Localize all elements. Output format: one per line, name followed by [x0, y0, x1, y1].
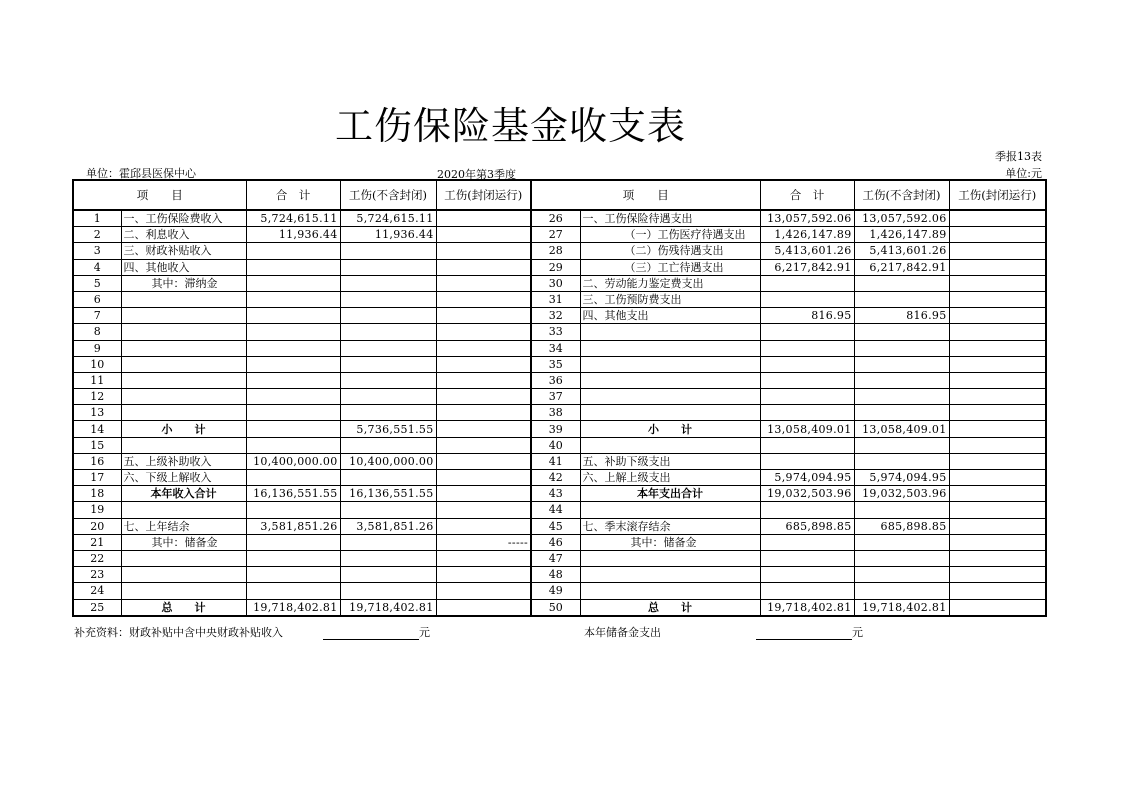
- header-item-right: 项 目: [531, 180, 760, 210]
- total-right: [760, 437, 854, 453]
- footer-left: [74, 624, 430, 640]
- table-row: [73, 227, 1046, 243]
- item-right: 六、上解上级支出: [580, 470, 760, 486]
- footer-left-blank: [323, 628, 419, 640]
- table-row: [73, 308, 1046, 324]
- item-right: [580, 324, 760, 340]
- col-b-right: [949, 372, 1046, 388]
- total-left: [246, 291, 340, 307]
- table-row: [73, 324, 1046, 340]
- row-number-left: 10: [73, 356, 121, 372]
- row-number-right: 44: [531, 502, 580, 518]
- total-right: 19,718,402.81: [760, 599, 854, 616]
- col-a-right: 13,058,409.01: [854, 421, 949, 437]
- col-b-right: [949, 210, 1046, 227]
- total-right: [760, 534, 854, 550]
- row-number-right: 43: [531, 486, 580, 502]
- table-row: [73, 372, 1046, 388]
- col-a-left: [340, 243, 436, 259]
- col-a-left: [340, 470, 436, 486]
- col-a-right: 685,898.85: [854, 518, 949, 534]
- total-left: [246, 550, 340, 566]
- footer-right-unit: 元: [852, 626, 863, 639]
- item-right: （三）工亡待遇支出: [580, 259, 760, 275]
- total-right: 685,898.85: [760, 518, 854, 534]
- row-number-right: 34: [531, 340, 580, 356]
- table-row: [73, 243, 1046, 259]
- table-row: [73, 534, 1046, 550]
- row-number-left: 6: [73, 291, 121, 307]
- col-b-right: [949, 340, 1046, 356]
- header-col-b-right: 工伤(封闭运行): [949, 180, 1046, 210]
- col-a-right: [854, 356, 949, 372]
- row-number-right: 27: [531, 227, 580, 243]
- row-number-left: 12: [73, 389, 121, 405]
- col-b-left: [436, 437, 531, 453]
- col-a-left: [340, 437, 436, 453]
- total-right: [760, 356, 854, 372]
- table-row: [73, 259, 1046, 275]
- col-b-left: [436, 567, 531, 583]
- row-number-right: 47: [531, 550, 580, 566]
- item-left: 三、财政补贴收入: [121, 243, 246, 259]
- total-right: 6,217,842.91: [760, 259, 854, 275]
- row-number-right: 31: [531, 291, 580, 307]
- table-row: [73, 405, 1046, 421]
- row-number-right: 28: [531, 243, 580, 259]
- item-right: 三、工伤预防费支出: [580, 291, 760, 307]
- item-left: 总 计: [121, 599, 246, 616]
- row-number-left: 4: [73, 259, 121, 275]
- row-number-right: 46: [531, 534, 580, 550]
- col-a-left: [340, 356, 436, 372]
- col-b-left: [436, 340, 531, 356]
- table-row: [73, 567, 1046, 583]
- col-b-right: [949, 227, 1046, 243]
- item-left: [121, 437, 246, 453]
- total-right: [760, 405, 854, 421]
- item-left: [121, 389, 246, 405]
- col-a-left: [340, 550, 436, 566]
- item-right: [580, 550, 760, 566]
- item-left: 一、工伤保险费收入: [121, 210, 246, 227]
- row-number-left: 20: [73, 518, 121, 534]
- col-a-right: 1,426,147.89: [854, 227, 949, 243]
- col-a-left: 5,736,551.55: [340, 421, 436, 437]
- col-a-right: [854, 372, 949, 388]
- table-row: [73, 421, 1046, 437]
- total-left: [246, 324, 340, 340]
- col-a-right: [854, 275, 949, 291]
- total-right: 13,057,592.06: [760, 210, 854, 227]
- header-col-a-right: 工伤(不含封闭): [854, 180, 949, 210]
- col-a-right: [854, 550, 949, 566]
- table-header: [73, 180, 1046, 210]
- col-b-left: [436, 227, 531, 243]
- row-number-left: 16: [73, 453, 121, 469]
- col-a-left: [340, 324, 436, 340]
- row-number-left: 11: [73, 372, 121, 388]
- item-right: 二、劳动能力鉴定费支出: [580, 275, 760, 291]
- col-a-right: [854, 502, 949, 518]
- item-left: [121, 308, 246, 324]
- col-a-right: 19,718,402.81: [854, 599, 949, 616]
- col-b-right: [949, 470, 1046, 486]
- row-number-left: 1: [73, 210, 121, 227]
- row-number-left: 9: [73, 340, 121, 356]
- col-a-right: [854, 291, 949, 307]
- col-b-right: [949, 243, 1046, 259]
- row-number-right: 48: [531, 567, 580, 583]
- col-b-left: [436, 389, 531, 405]
- header-total-right: 合 计: [760, 180, 854, 210]
- total-left: [246, 470, 340, 486]
- total-right: [760, 275, 854, 291]
- total-right: [760, 567, 854, 583]
- row-number-left: 19: [73, 502, 121, 518]
- row-number-right: 35: [531, 356, 580, 372]
- report-period: 2020年第3季度: [437, 168, 516, 181]
- item-left: [121, 340, 246, 356]
- item-left: 四、其他收入: [121, 259, 246, 275]
- row-number-left: 7: [73, 308, 121, 324]
- item-left: [121, 550, 246, 566]
- total-right: [760, 453, 854, 469]
- col-b-right: [949, 291, 1046, 307]
- item-left: [121, 324, 246, 340]
- col-a-left: 3,581,851.26: [340, 518, 436, 534]
- col-a-left: 11,936.44: [340, 227, 436, 243]
- item-right: [580, 372, 760, 388]
- item-right: 其中：储备金: [580, 534, 760, 550]
- item-right: 七、季末滚存结余: [580, 518, 760, 534]
- col-a-right: [854, 583, 949, 599]
- item-left: [121, 291, 246, 307]
- col-b-left: [436, 486, 531, 502]
- total-left: [246, 243, 340, 259]
- row-number-right: 26: [531, 210, 580, 227]
- col-a-right: 6,217,842.91: [854, 259, 949, 275]
- table-row: [73, 470, 1046, 486]
- col-a-left: [340, 340, 436, 356]
- item-left: 本年收入合计: [121, 486, 246, 502]
- total-right: [760, 340, 854, 356]
- row-number-right: 30: [531, 275, 580, 291]
- report-code: 季报13表: [995, 150, 1042, 163]
- col-a-left: [340, 405, 436, 421]
- col-a-left: [340, 389, 436, 405]
- total-right: [760, 372, 854, 388]
- col-b-left: [436, 372, 531, 388]
- total-left: [246, 259, 340, 275]
- row-number-right: 41: [531, 453, 580, 469]
- col-b-left: [436, 518, 531, 534]
- row-number-right: 45: [531, 518, 580, 534]
- row-number-right: 39: [531, 421, 580, 437]
- row-number-left: 23: [73, 567, 121, 583]
- row-number-right: 37: [531, 389, 580, 405]
- table-row: [73, 210, 1046, 227]
- row-number-left: 17: [73, 470, 121, 486]
- col-a-right: 816.95: [854, 308, 949, 324]
- item-left: [121, 356, 246, 372]
- item-right: 小 计: [580, 421, 760, 437]
- col-a-right: [854, 405, 949, 421]
- item-left: [121, 372, 246, 388]
- table-row: [73, 518, 1046, 534]
- col-b-left: [436, 324, 531, 340]
- col-b-right: [949, 502, 1046, 518]
- table-row: [73, 389, 1046, 405]
- item-right: （二）伤残待遇支出: [580, 243, 760, 259]
- total-right: [760, 583, 854, 599]
- item-left: 七、上年结余: [121, 518, 246, 534]
- table-row: [73, 583, 1046, 599]
- col-a-right: [854, 453, 949, 469]
- total-left: [246, 583, 340, 599]
- col-b-right: [949, 405, 1046, 421]
- total-left: [246, 372, 340, 388]
- col-b-right: [949, 567, 1046, 583]
- total-right: [760, 324, 854, 340]
- item-right: 一、工伤保险待遇支出: [580, 210, 760, 227]
- col-b-right: [949, 324, 1046, 340]
- col-a-left: 19,718,402.81: [340, 599, 436, 616]
- col-b-left: [436, 599, 531, 616]
- row-number-right: 40: [531, 437, 580, 453]
- col-b-left: [436, 308, 531, 324]
- col-a-right: [854, 389, 949, 405]
- col-a-right: [854, 567, 949, 583]
- total-right: 19,032,503.96: [760, 486, 854, 502]
- total-right: 13,058,409.01: [760, 421, 854, 437]
- col-a-right: [854, 340, 949, 356]
- col-b-left: [436, 210, 531, 227]
- col-b-right: [949, 308, 1046, 324]
- total-left: [246, 421, 340, 437]
- item-left: 其中：储备金: [121, 534, 246, 550]
- total-right: 1,426,147.89: [760, 227, 854, 243]
- footer-left-label: 补充资料：财政补贴中含中央财政补贴收入: [74, 626, 283, 639]
- item-left: [121, 583, 246, 599]
- col-a-left: [340, 372, 436, 388]
- item-right: [580, 405, 760, 421]
- row-number-left: 25: [73, 599, 121, 616]
- total-left: 5,724,615.11: [246, 210, 340, 227]
- total-right: [760, 550, 854, 566]
- col-b-right: [949, 534, 1046, 550]
- item-left: 小 计: [121, 421, 246, 437]
- item-right: 本年支出合计: [580, 486, 760, 502]
- item-left: [121, 567, 246, 583]
- row-number-left: 22: [73, 550, 121, 566]
- col-b-right: [949, 259, 1046, 275]
- table-row: [73, 437, 1046, 453]
- total-right: 5,413,601.26: [760, 243, 854, 259]
- col-a-right: [854, 324, 949, 340]
- col-b-right: [949, 356, 1046, 372]
- footer-right: [584, 624, 863, 640]
- col-b-left: [436, 421, 531, 437]
- total-right: [760, 502, 854, 518]
- row-number-left: 21: [73, 534, 121, 550]
- header-col-a-left: 工伤(不含封闭): [340, 180, 436, 210]
- item-right: （一）工伤医疗待遇支出: [580, 227, 760, 243]
- col-b-left: [436, 259, 531, 275]
- header-total-left: 合 计: [246, 180, 340, 210]
- table-row: [73, 502, 1046, 518]
- col-a-left: [340, 308, 436, 324]
- col-b-left: [436, 470, 531, 486]
- total-left: 16,136,551.55: [246, 486, 340, 502]
- currency-unit: 单位:元: [1005, 167, 1042, 180]
- page-title: 工伤保险基金收支表: [335, 104, 687, 148]
- total-left: [246, 502, 340, 518]
- table-row: [73, 453, 1046, 469]
- col-a-left: [340, 534, 436, 550]
- col-b-left: [436, 243, 531, 259]
- col-b-right: [949, 421, 1046, 437]
- item-right: [580, 356, 760, 372]
- total-left: 10,400,000.00: [246, 453, 340, 469]
- row-number-left: 3: [73, 243, 121, 259]
- total-left: [246, 567, 340, 583]
- col-b-right: [949, 486, 1046, 502]
- col-b-right: [949, 518, 1046, 534]
- total-left: [246, 275, 340, 291]
- row-number-right: 29: [531, 259, 580, 275]
- col-b-right: [949, 437, 1046, 453]
- unit-label: 单位：霍邱县医保中心: [86, 167, 196, 180]
- col-a-left: [340, 567, 436, 583]
- item-right: [580, 389, 760, 405]
- col-b-left: [436, 453, 531, 469]
- row-number-left: 24: [73, 583, 121, 599]
- col-b-right: [949, 599, 1046, 616]
- total-left: [246, 389, 340, 405]
- row-number-left: 5: [73, 275, 121, 291]
- item-right: [580, 340, 760, 356]
- total-left: 3,581,851.26: [246, 518, 340, 534]
- total-left: [246, 308, 340, 324]
- col-a-right: 5,413,601.26: [854, 243, 949, 259]
- fund-table: [72, 179, 1047, 617]
- row-number-right: 42: [531, 470, 580, 486]
- col-b-right: [949, 275, 1046, 291]
- col-b-right: [949, 453, 1046, 469]
- footer-left-unit: 元: [419, 626, 430, 639]
- item-left: 六、下级上解收入: [121, 470, 246, 486]
- item-left: [121, 502, 246, 518]
- col-b-left: [436, 405, 531, 421]
- total-right: [760, 291, 854, 307]
- col-a-left: 10,400,000.00: [340, 453, 436, 469]
- item-right: [580, 583, 760, 599]
- col-b-left: -----: [436, 534, 531, 550]
- header-col-b-left: 工伤(封闭运行): [436, 180, 531, 210]
- item-left: 五、上级补助收入: [121, 453, 246, 469]
- total-left: [246, 340, 340, 356]
- table-row: [73, 356, 1046, 372]
- col-b-left: [436, 275, 531, 291]
- total-left: [246, 405, 340, 421]
- row-number-right: 38: [531, 405, 580, 421]
- total-right: 816.95: [760, 308, 854, 324]
- row-number-right: 49: [531, 583, 580, 599]
- item-right: [580, 567, 760, 583]
- row-number-right: 33: [531, 324, 580, 340]
- table-row: [73, 599, 1046, 616]
- row-number-left: 2: [73, 227, 121, 243]
- col-b-right: [949, 550, 1046, 566]
- col-a-left: 5,724,615.11: [340, 210, 436, 227]
- total-left: [246, 356, 340, 372]
- col-a-right: 5,974,094.95: [854, 470, 949, 486]
- col-a-left: [340, 583, 436, 599]
- item-right: [580, 437, 760, 453]
- col-b-right: [949, 389, 1046, 405]
- total-left: [246, 437, 340, 453]
- row-number-left: 8: [73, 324, 121, 340]
- col-a-left: 16,136,551.55: [340, 486, 436, 502]
- col-a-right: 13,057,592.06: [854, 210, 949, 227]
- col-a-left: [340, 259, 436, 275]
- footer-right-label: 本年储备金支出: [584, 626, 661, 639]
- col-a-right: [854, 437, 949, 453]
- row-number-left: 13: [73, 405, 121, 421]
- col-a-left: [340, 291, 436, 307]
- item-left: [121, 405, 246, 421]
- table-row: [73, 291, 1046, 307]
- item-left: 二、利息收入: [121, 227, 246, 243]
- total-right: 5,974,094.95: [760, 470, 854, 486]
- col-b-left: [436, 583, 531, 599]
- col-b-left: [436, 291, 531, 307]
- item-right: [580, 502, 760, 518]
- row-number-left: 15: [73, 437, 121, 453]
- item-left: 其中：滞纳金: [121, 275, 246, 291]
- row-number-right: 32: [531, 308, 580, 324]
- col-b-right: [949, 583, 1046, 599]
- total-left: [246, 534, 340, 550]
- col-a-left: [340, 275, 436, 291]
- row-number-right: 50: [531, 599, 580, 616]
- table-row: [73, 340, 1046, 356]
- table-row: [73, 550, 1046, 566]
- col-a-right: [854, 534, 949, 550]
- col-b-left: [436, 356, 531, 372]
- col-a-right: 19,032,503.96: [854, 486, 949, 502]
- footer-right-blank: [756, 628, 852, 640]
- col-a-left: [340, 502, 436, 518]
- row-number-left: 18: [73, 486, 121, 502]
- item-right: 总 计: [580, 599, 760, 616]
- item-right: 四、其他支出: [580, 308, 760, 324]
- col-b-left: [436, 502, 531, 518]
- table-row: [73, 486, 1046, 502]
- total-left: 11,936.44: [246, 227, 340, 243]
- header-item-left: 项 目: [73, 180, 246, 210]
- item-right: 五、补助下级支出: [580, 453, 760, 469]
- col-b-left: [436, 550, 531, 566]
- table-row: [73, 275, 1046, 291]
- total-right: [760, 389, 854, 405]
- row-number-right: 36: [531, 372, 580, 388]
- row-number-left: 14: [73, 421, 121, 437]
- total-left: 19,718,402.81: [246, 599, 340, 616]
